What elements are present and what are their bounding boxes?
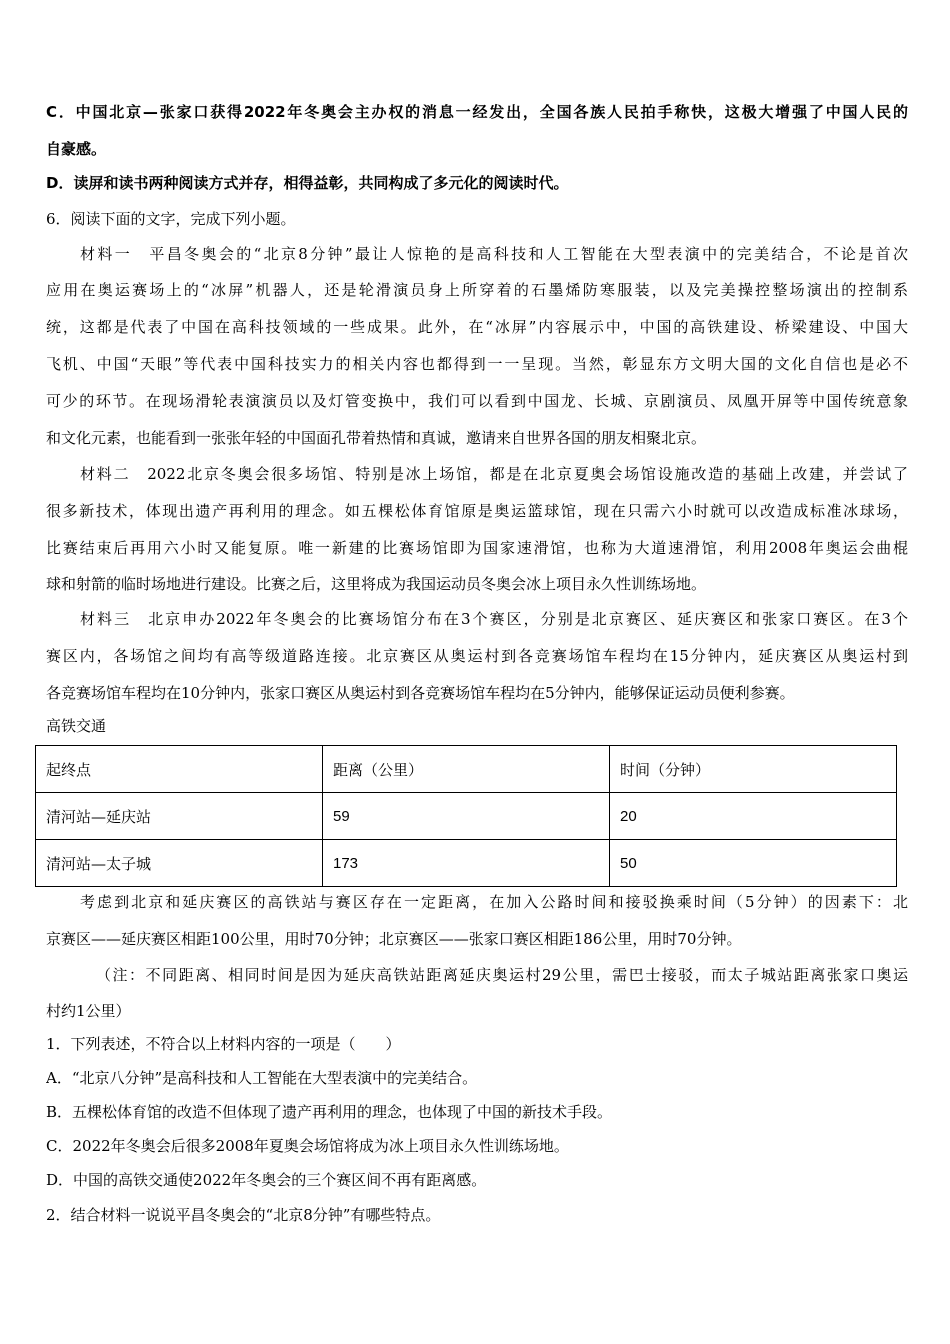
after-table-line: 考虑到北京和延庆赛区的高铁站与赛区存在一定距离，在加入公路时间和接驳换乘时间（5分钟）的因素下：北 (80, 893, 908, 911)
option-c-line-1: C．中国北京—张家口获得2022年冬奥会主办权的消息一经发出，全国各族人民拍手称快，这极大增强了中国人民的 (46, 103, 908, 121)
material-3-line: 各竞赛场馆车程均在10分钟内，张家口赛区从奥运村到各竞赛场馆车程均在5分钟内，能够保证运动员便利参赛。 (46, 684, 795, 702)
question-2-stem: 2．结合材料一说说平昌冬奥会的“北京8分钟”有哪些特点。 (46, 1206, 441, 1224)
material-2-line: 球和射箭的临时场地进行建设。比赛之后，这里将成为我国运动员冬奥会冰上项目永久性训练场地。 (46, 575, 707, 593)
material-2-line: 比赛结束后再用六小时又能复原。唯一新建的比赛场馆即为国家速滑馆，也称为大道速滑馆，利用2008年奥运会曲棍 (46, 539, 908, 557)
table-header-cell: 时间（分钟） (610, 746, 897, 793)
table-cell: 173 (323, 840, 610, 887)
table-header-row (36, 746, 897, 793)
material-1-line: 飞机、中国“天眼”等代表中国科技实力的相关内容也都得到一一呈现。当然，彰显东方文明大国的文化自信也是必不 (46, 355, 908, 373)
table-caption: 高铁交通 (46, 717, 107, 735)
question-1-option-d: D．中国的高铁交通使2022年冬奥会的三个赛区间不再有距离感。 (46, 1171, 487, 1189)
material-1-line: 统，这都是代表了中国在高科技领域的一些成果。此外，在“冰屏”内容展示中，中国的高铁建设、桥梁建设、中国大 (46, 318, 908, 336)
question-6-intro: 6．阅读下面的文字，完成下列小题。 (46, 210, 296, 228)
question-1-option-b: B．五棵松体育馆的改造不但体现了遗产再利用的理念，也体现了中国的新技术手段。 (46, 1103, 613, 1121)
option-d: D．读屏和读书两种阅读方式并存，相得益彰，共同构成了多元化的阅读时代。 (46, 174, 569, 192)
material-2-line: 很多新技术，体现出遗产再利用的理念。如五棵松体育馆原是奥运篮球馆，现在只需六小时就可以改造成标准冰球场， (46, 502, 908, 520)
table-cell: 50 (610, 840, 897, 887)
table-header-cell: 距离（公里） (323, 746, 610, 793)
note-line: 村约1公里） (46, 1002, 131, 1020)
rail-table (35, 745, 897, 887)
table-row (36, 793, 897, 840)
material-1-line: 应用在奥运赛场上的“冰屏”机器人，还是轮滑演员身上所穿着的石墨烯防寒服装，以及完美操控整场演出的控制系 (46, 281, 908, 299)
material-1-line: 和文化元素，也能看到一张张年轻的中国面孔带着热情和真诚，邀请来自世界各国的朋友相聚北京。 (46, 429, 707, 447)
question-1-option-a: A．“北京八分钟”是高科技和人工智能在大型表演中的完美结合。 (46, 1069, 478, 1087)
note-line: （注：不同距离、相同时间是因为延庆高铁站距离延庆奥运村29公里，需巴士接驳，而太子城站距离张家口奥运 (96, 966, 908, 984)
after-table-line: 京赛区——延庆赛区相距100公里，用时70分钟；北京赛区——张家口赛区相距186公里，用时70分钟。 (46, 930, 742, 948)
table-cell: 清河站—太子城 (36, 840, 323, 887)
table-cell: 清河站—延庆站 (36, 793, 323, 840)
table-header-cell: 起终点 (36, 746, 323, 793)
material-1-line: 可少的环节。在现场滑轮表演演员以及灯管变换中，我们可以看到中国龙、长城、京剧演员、凤凰开屏等中国传统意象 (46, 392, 908, 410)
question-1-stem: 1．下列表述，不符合以上材料内容的一项是（ ） (46, 1035, 401, 1053)
material-3-line: 赛区内，各场馆之间均有高等级道路连接。北京赛区从奥运村到各竞赛场馆车程均在15分钟内，延庆赛区从奥运村到 (46, 647, 908, 665)
option-c-line-2: 自豪感。 (46, 140, 107, 158)
table-cell: 20 (610, 793, 897, 840)
table-row (36, 840, 897, 887)
question-1-option-c: C．2022年冬奥会后很多2008年夏奥会场馆将成为冰上项目永久性训练场地。 (46, 1137, 569, 1155)
material-2-line: 材料二 2022北京冬奥会很多场馆、特别是冰上场馆，都是在北京夏奥会场馆设施改造的基础上改建，并尝试了 (80, 465, 908, 483)
material-1-line: 材料一 平昌冬奥会的“北京8分钟”最让人惊艳的是高科技和人工智能在大型表演中的完美结合，不论是首次 (80, 245, 908, 263)
table-cell: 59 (323, 793, 610, 840)
material-3-line: 材料三 北京申办2022年冬奥会的比赛场馆分布在3个赛区，分别是北京赛区、延庆赛区和张家口赛区。在3个 (80, 610, 908, 628)
